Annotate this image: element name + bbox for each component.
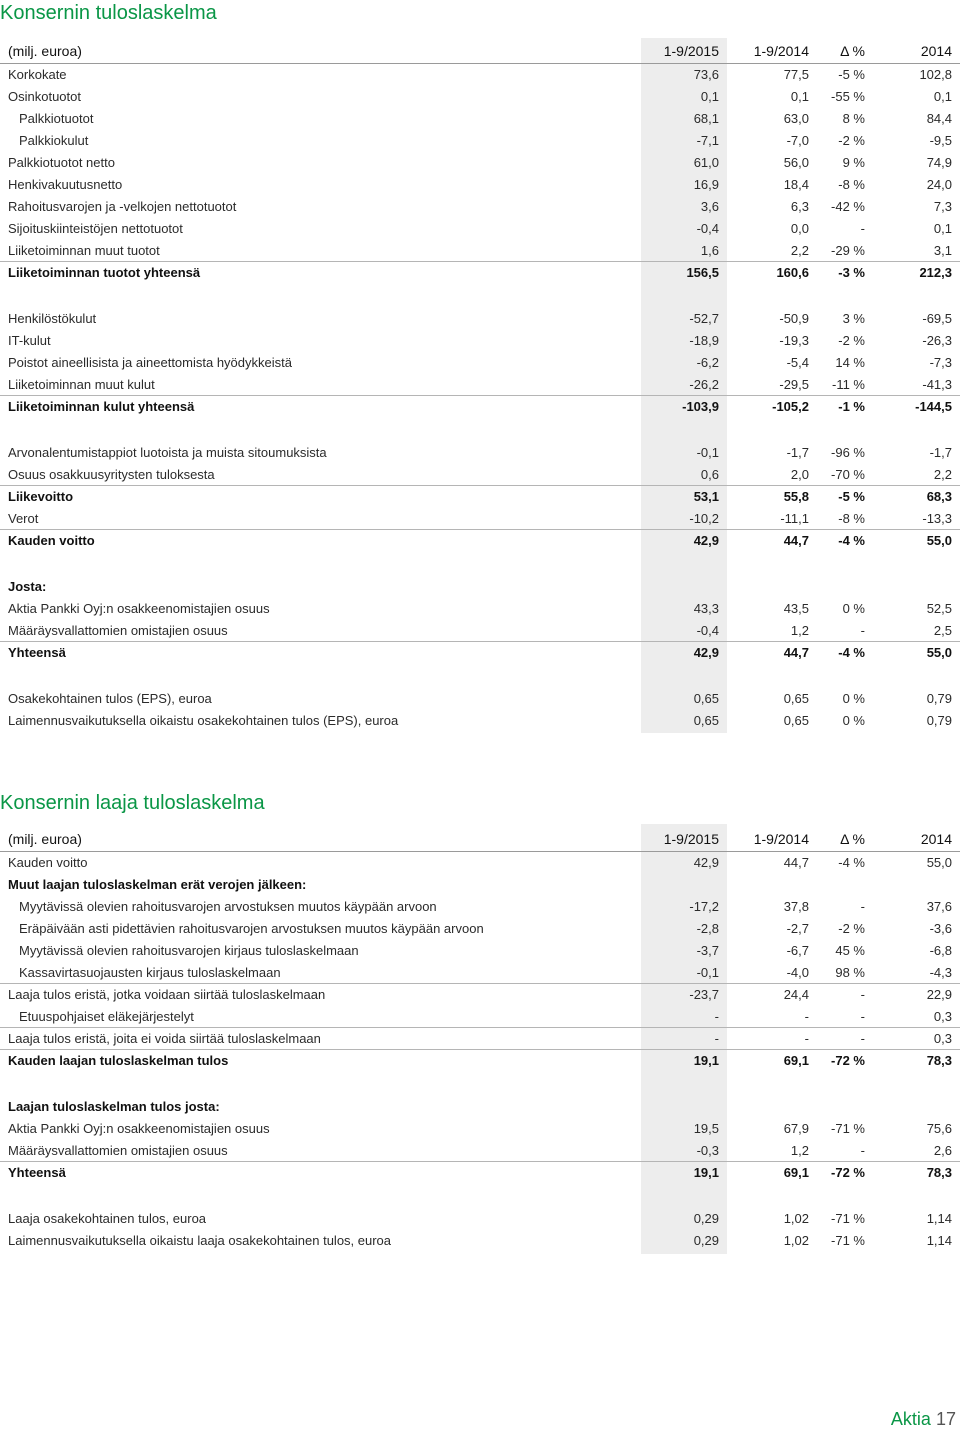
table-row	[0, 710, 960, 732]
row-label: Kassavirtasuojausten kirjaus tuloslaskelmaan	[19, 965, 281, 980]
group-spacer	[0, 664, 960, 688]
value-full-year: -9,5	[929, 133, 952, 148]
table-row	[0, 896, 960, 918]
value-change-percent: 9 %	[842, 155, 865, 170]
row-label: Laimennusvaikutuksella oikaistu laaja osakekohtainen tulos, euroa	[8, 1233, 392, 1248]
table-row	[0, 1230, 960, 1252]
value-full-year: 3,1	[933, 243, 952, 258]
value-full-year: 78,3	[926, 1053, 952, 1068]
value-full-year: -7,3	[929, 355, 952, 370]
value-previous-period: 55,8	[783, 489, 809, 504]
table-row	[0, 940, 960, 962]
row-label: Muut laajan tuloslaskelman erät verojen jälkeen:	[8, 877, 307, 892]
value-change-percent: -3 %	[838, 265, 865, 280]
value-full-year: -6,8	[929, 943, 952, 958]
value-change-percent: -11 %	[832, 377, 865, 392]
value-change-percent: -	[860, 1009, 865, 1024]
value-current-period: 0,6	[700, 467, 719, 482]
value-change-percent: 0 %	[842, 713, 865, 728]
value-full-year: 68,3	[926, 489, 952, 504]
value-previous-period: 160,6	[776, 265, 809, 280]
table-total-row	[0, 642, 960, 664]
value-previous-period: 0,1	[790, 89, 809, 104]
value-previous-period: 37,8	[783, 899, 809, 914]
value-change-percent: -2 %	[838, 133, 865, 148]
value-full-year: -3,6	[929, 921, 952, 936]
header-full-year: 2014	[920, 831, 952, 847]
row-label: Liiketoiminnan kulut yhteensä	[8, 399, 195, 414]
table-row	[0, 374, 960, 396]
group-spacer	[0, 284, 960, 308]
value-full-year: 7,3	[933, 199, 952, 214]
header-change-percent: Δ %	[840, 831, 865, 847]
table-row	[0, 598, 960, 620]
value-current-period: 42,9	[693, 533, 719, 548]
header-period-previous: 1-9/2014	[753, 831, 809, 847]
row-label: Kauden laajan tuloslaskelman tulos	[8, 1053, 229, 1068]
row-label: Osuus osakkuusyritysten tuloksesta	[8, 467, 215, 482]
row-label: Liiketoiminnan muut kulut	[8, 377, 155, 392]
row-label: Osakekohtainen tulos (EPS), euroa	[8, 691, 212, 706]
value-current-period: 16,9	[693, 177, 719, 192]
value-full-year: 0,79	[926, 713, 952, 728]
header-period-current: 1-9/2015	[663, 831, 719, 847]
table-row	[0, 64, 960, 86]
row-label: Laaja osakekohtainen tulos, euroa	[8, 1211, 207, 1226]
header-unit-label: (milj. euroa)	[8, 43, 82, 59]
header-full-year: 2014	[920, 43, 952, 59]
value-change-percent: -72 %	[831, 1053, 865, 1068]
value-previous-period: 1,02	[783, 1233, 809, 1248]
table-row	[0, 108, 960, 130]
row-label: Laimennusvaikutuksella oikaistu osakekohtainen tulos (EPS), euroa	[8, 713, 399, 728]
value-change-percent: -2 %	[838, 921, 865, 936]
row-label: Josta:	[8, 579, 47, 594]
header-unit-label: (milj. euroa)	[8, 831, 82, 847]
value-current-period: 19,1	[693, 1053, 719, 1068]
row-label: Liikevoitto	[8, 489, 74, 504]
row-label: Myytävissä olevien rahoitusvarojen arvostuksen muutos käypään arvoon	[19, 899, 437, 914]
table-total-row	[0, 1162, 960, 1184]
table-row	[0, 196, 960, 218]
row-label: Määräysvallattomien omistajien osuus	[8, 1143, 228, 1158]
value-previous-period: -7,0	[786, 133, 809, 148]
value-full-year: 52,5	[926, 601, 952, 616]
table-row	[0, 464, 960, 486]
value-full-year: 0,79	[926, 691, 952, 706]
row-label: Palkkiotuotot netto	[8, 155, 115, 170]
value-previous-period: 63,0	[783, 111, 809, 126]
row-label: Sijoituskiinteistöjen nettotuotot	[8, 221, 183, 236]
value-previous-period: 2,0	[790, 467, 809, 482]
value-current-period: -	[714, 1009, 719, 1024]
value-change-percent: -2 %	[838, 333, 865, 348]
value-current-period: 0,65	[693, 691, 719, 706]
value-change-percent: 0 %	[842, 691, 865, 706]
value-previous-period: 0,65	[783, 713, 809, 728]
value-previous-period: 69,1	[783, 1165, 809, 1180]
value-full-year: 37,6	[926, 899, 952, 914]
table-row	[0, 218, 960, 240]
value-full-year: 75,6	[926, 1121, 952, 1136]
group-spacer	[0, 552, 960, 576]
value-previous-period: 43,5	[783, 601, 809, 616]
value-previous-period: -11,1	[780, 511, 809, 526]
table-row	[0, 508, 960, 530]
value-current-period: -0,4	[696, 623, 719, 638]
row-label: Palkkiokulut	[19, 133, 89, 148]
value-previous-period: 2,2	[790, 243, 809, 258]
value-full-year: 55,0	[926, 855, 952, 870]
value-previous-period: 6,3	[790, 199, 809, 214]
row-label: Palkkiotuotot	[19, 111, 94, 126]
value-previous-period: 44,7	[783, 645, 809, 660]
value-previous-period: 1,2	[790, 1143, 809, 1158]
group-spacer	[0, 1072, 960, 1096]
value-change-percent: 3 %	[842, 311, 865, 326]
header-change-percent: Δ %	[840, 43, 865, 59]
value-full-year: -13,3	[922, 511, 952, 526]
value-current-period: -52,7	[689, 311, 719, 326]
value-change-percent: -	[860, 899, 865, 914]
value-previous-period: -	[804, 1031, 809, 1046]
table-row	[0, 86, 960, 108]
value-current-period: -	[714, 1031, 719, 1046]
income-statement-table	[0, 38, 960, 732]
table-row	[0, 962, 960, 984]
section-title-comprehensive-income: Konsernin laaja tuloslaskelma	[0, 792, 265, 814]
row-label: Kauden voitto	[8, 533, 95, 548]
value-current-period: 73,6	[693, 67, 719, 82]
value-previous-period: 69,1	[783, 1053, 809, 1068]
value-previous-period: -6,7	[786, 943, 809, 958]
value-change-percent: -5 %	[838, 67, 865, 82]
value-previous-period: -1,7	[786, 445, 809, 460]
row-label: Korkokate	[8, 67, 67, 82]
row-label: Määräysvallattomien omistajien osuus	[8, 623, 228, 638]
table-row	[0, 1140, 960, 1162]
value-previous-period: 56,0	[783, 155, 809, 170]
value-change-percent: 0 %	[842, 601, 865, 616]
table-row	[0, 1028, 960, 1050]
value-previous-period: 77,5	[783, 67, 809, 82]
value-previous-period: -29,5	[779, 377, 809, 392]
value-current-period: 42,9	[693, 645, 719, 660]
table-row	[0, 308, 960, 330]
row-label: Verot	[8, 511, 39, 526]
group-spacer	[0, 418, 960, 442]
table-row	[0, 330, 960, 352]
value-full-year: 2,5	[933, 623, 952, 638]
header-period-previous: 1-9/2014	[753, 43, 809, 59]
table-row	[0, 130, 960, 152]
value-change-percent: -	[860, 1031, 865, 1046]
row-label: Kauden voitto	[8, 855, 88, 870]
table-header-row	[0, 826, 960, 852]
value-current-period: 0,29	[693, 1233, 719, 1248]
value-current-period: -26,2	[689, 377, 719, 392]
table-row	[0, 688, 960, 710]
value-change-percent: -	[860, 623, 865, 638]
value-change-percent: -	[860, 1143, 865, 1158]
table-row	[0, 240, 960, 262]
row-label: Yhteensä	[8, 645, 66, 660]
table-row	[0, 1118, 960, 1140]
value-current-period: 0,65	[693, 713, 719, 728]
table-row	[0, 984, 960, 1006]
value-full-year: 84,4	[926, 111, 952, 126]
value-change-percent: -	[860, 221, 865, 236]
row-label: Laaja tulos eristä, joita ei voida siirtää tuloslaskelmaan	[8, 1031, 321, 1046]
value-previous-period: -4,0	[786, 965, 809, 980]
value-previous-period: 0,65	[783, 691, 809, 706]
row-label: IT-kulut	[8, 333, 51, 348]
value-change-percent: -5 %	[838, 489, 865, 504]
value-current-period: 53,1	[693, 489, 719, 504]
table-total-row	[0, 1050, 960, 1072]
value-previous-period: -5,4	[786, 355, 809, 370]
row-label: Henkilöstökulut	[8, 311, 97, 326]
value-change-percent: 98 %	[835, 965, 865, 980]
value-change-percent: -8 %	[838, 511, 865, 526]
value-change-percent: -29 %	[831, 243, 865, 258]
value-current-period: -0,1	[696, 965, 719, 980]
value-previous-period: 44,7	[783, 855, 809, 870]
value-current-period: 42,9	[693, 855, 719, 870]
row-label: Poistot aineellisista ja aineettomista hyödykkeistä	[8, 355, 292, 370]
value-current-period: -6,2	[696, 355, 719, 370]
value-change-percent: -71 %	[831, 1233, 865, 1248]
value-previous-period: 1,2	[790, 623, 809, 638]
row-label: Yhteensä	[8, 1165, 66, 1180]
value-current-period: 0,29	[693, 1211, 719, 1226]
value-full-year: 2,2	[933, 467, 952, 482]
value-change-percent: -71 %	[831, 1121, 865, 1136]
value-full-year: 2,6	[933, 1143, 952, 1158]
value-change-percent: 14 %	[835, 355, 865, 370]
value-change-percent: -4 %	[838, 645, 865, 660]
row-label: Osinkotuotot	[8, 89, 81, 104]
value-full-year: -69,5	[922, 311, 952, 326]
value-previous-period: 24,4	[783, 987, 809, 1002]
value-previous-period: 18,4	[783, 177, 809, 192]
row-label: Eräpäivään asti pidettävien rahoitusvarojen arvostuksen muutos käypään arvoon	[19, 921, 484, 936]
value-current-period: -23,7	[689, 987, 719, 1002]
value-change-percent: -55 %	[831, 89, 865, 104]
table-total-row	[0, 576, 960, 598]
value-current-period: -7,1	[696, 133, 719, 148]
page-number: 17	[935, 1409, 956, 1429]
value-current-period: 19,1	[693, 1165, 719, 1180]
value-change-percent: -8 %	[838, 177, 865, 192]
page-footer	[891, 1407, 956, 1431]
value-full-year: -144,5	[915, 399, 952, 414]
value-full-year: 0,1	[933, 221, 952, 236]
value-current-period: -10,2	[689, 511, 719, 526]
value-change-percent: 45 %	[835, 943, 865, 958]
value-full-year: 0,3	[933, 1031, 952, 1046]
table-total-row	[0, 530, 960, 552]
value-current-period: -18,9	[689, 333, 719, 348]
value-current-period: 156,5	[686, 265, 719, 280]
group-spacer	[0, 1184, 960, 1208]
value-previous-period: 67,9	[783, 1121, 809, 1136]
row-label: Arvonalentumistappiot luotoista ja muista sitoumuksista	[8, 445, 327, 460]
value-change-percent: -42 %	[831, 199, 865, 214]
table-header-row	[0, 38, 960, 64]
row-label: Henkivakuutusnetto	[8, 177, 123, 192]
value-previous-period: 1,02	[783, 1211, 809, 1226]
value-previous-period: -19,3	[779, 333, 809, 348]
row-label: Aktia Pankki Oyj:n osakkeenomistajien osuus	[8, 1121, 270, 1136]
value-previous-period: -50,9	[779, 311, 809, 326]
table-row	[0, 352, 960, 374]
value-change-percent: -4 %	[838, 855, 865, 870]
row-label: Liiketoiminnan tuotot yhteensä	[8, 265, 201, 280]
value-full-year: 1,14	[926, 1233, 952, 1248]
value-change-percent: -96 %	[831, 445, 865, 460]
value-full-year: -1,7	[929, 445, 952, 460]
value-full-year: 78,3	[926, 1165, 952, 1180]
value-change-percent: 8 %	[842, 111, 865, 126]
value-current-period: 1,6	[700, 243, 719, 258]
value-current-period: 68,1	[693, 111, 719, 126]
value-full-year: 0,1	[933, 89, 952, 104]
row-label: Aktia Pankki Oyj:n osakkeenomistajien osuus	[8, 601, 270, 616]
section-title-income-statement: Konsernin tuloslaskelma	[0, 2, 217, 24]
value-current-period: 61,0	[693, 155, 719, 170]
value-full-year: 1,14	[926, 1211, 952, 1226]
value-change-percent: -71 %	[831, 1211, 865, 1226]
table-total-row	[0, 1096, 960, 1118]
value-current-period: -17,2	[689, 899, 719, 914]
value-full-year: 55,0	[926, 645, 952, 660]
row-label: Etuuspohjaiset eläkejärjestelyt	[19, 1009, 194, 1024]
value-current-period: -2,8	[696, 921, 719, 936]
value-change-percent: -4 %	[838, 533, 865, 548]
header-period-current: 1-9/2015	[663, 43, 719, 59]
table-row	[0, 1208, 960, 1230]
value-change-percent: -70 %	[831, 467, 865, 482]
value-full-year: 74,9	[926, 155, 952, 170]
value-full-year: 0,3	[933, 1009, 952, 1024]
value-current-period: -3,7	[696, 943, 719, 958]
value-full-year: 55,0	[926, 533, 952, 548]
table-row	[0, 852, 960, 874]
value-full-year: -41,3	[922, 377, 952, 392]
value-previous-period: -	[804, 1009, 809, 1024]
row-label: Laaja tulos eristä, jotka voidaan siirtää tuloslaskelmaan	[8, 987, 326, 1002]
value-change-percent: -72 %	[831, 1165, 865, 1180]
table-total-row	[0, 874, 960, 896]
value-current-period: -103,9	[682, 399, 719, 414]
row-label: Liiketoiminnan muut tuotot	[8, 243, 160, 258]
table-total-row	[0, 262, 960, 284]
row-label: Laajan tuloslaskelman tulos josta:	[8, 1099, 220, 1114]
row-label: Myytävissä olevien rahoitusvarojen kirjaus tuloslaskelmaan	[19, 943, 359, 958]
table-row	[0, 620, 960, 642]
table-total-row	[0, 486, 960, 508]
comprehensive-income-table	[0, 826, 960, 1252]
value-full-year: 24,0	[926, 177, 952, 192]
value-previous-period: -105,2	[772, 399, 809, 414]
table-row	[0, 442, 960, 464]
value-current-period: -0,4	[696, 221, 719, 236]
table-row	[0, 1006, 960, 1028]
value-previous-period: 44,7	[783, 533, 809, 548]
row-label: Rahoitusvarojen ja -velkojen nettotuotot	[8, 199, 237, 214]
value-current-period: 3,6	[700, 199, 719, 214]
value-previous-period: -2,7	[786, 921, 809, 936]
table-row	[0, 174, 960, 196]
value-full-year: -26,3	[922, 333, 952, 348]
value-previous-period: 0,0	[790, 221, 809, 236]
value-change-percent: -1 %	[838, 399, 865, 414]
table-row	[0, 918, 960, 940]
value-current-period: -0,1	[696, 445, 719, 460]
value-full-year: 102,8	[919, 67, 952, 82]
table-total-row	[0, 396, 960, 418]
brand-name: Aktia	[890, 1409, 931, 1429]
value-current-period: -0,3	[696, 1143, 719, 1158]
value-current-period: 43,3	[693, 601, 719, 616]
value-current-period: 0,1	[700, 89, 719, 104]
value-full-year: -4,3	[929, 965, 952, 980]
value-current-period: 19,5	[693, 1121, 719, 1136]
value-change-percent: -	[860, 987, 865, 1002]
value-full-year: 212,3	[919, 265, 952, 280]
table-row	[0, 152, 960, 174]
value-full-year: 22,9	[926, 987, 952, 1002]
